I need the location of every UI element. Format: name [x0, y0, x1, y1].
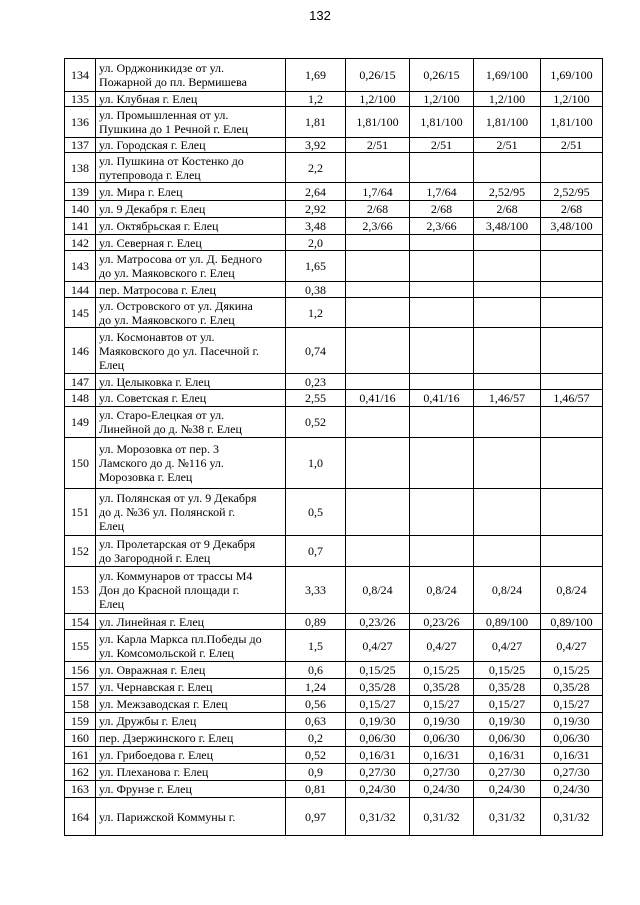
- row-number: 153: [65, 567, 96, 614]
- length-km: 0,52: [286, 747, 346, 764]
- street-name: пер. Дзержинского г. Елец: [99, 731, 234, 745]
- value-cell-1: [346, 298, 410, 328]
- table-row: [65, 536, 603, 567]
- length-km: 1,69: [286, 59, 346, 92]
- table-row: [65, 798, 603, 836]
- value-cell-3: [474, 328, 541, 374]
- value-cell-3: 0,8/24: [474, 567, 541, 614]
- street-name-cell: [96, 251, 286, 282]
- street-name: пер. Матросова г. Елец: [99, 282, 216, 297]
- street-name-cell: [96, 567, 286, 614]
- street-name: ул. 9 Декабря г. Елец: [99, 202, 206, 216]
- value-cell-3: 1,81/100: [474, 107, 541, 138]
- length-km: 0,23: [286, 374, 346, 390]
- length-km: 3,33: [286, 567, 346, 614]
- value-cell-2: 0,35/28: [410, 679, 474, 696]
- row-number: 149: [65, 407, 96, 438]
- row-number: 152: [65, 536, 96, 567]
- length-km: 2,0: [286, 235, 346, 251]
- length-km: 0,52: [286, 407, 346, 438]
- value-cell-1: [346, 235, 410, 251]
- length-km: 1,24: [286, 679, 346, 696]
- value-cell-2: 2,3/66: [410, 218, 474, 235]
- row-number: 140: [65, 201, 96, 218]
- street-name-cell: [96, 679, 286, 696]
- length-km: 0,6: [286, 662, 346, 679]
- street-name: ул. Грибоедова г. Елец: [99, 748, 214, 762]
- value-cell-2: [410, 536, 474, 567]
- table-row: [65, 298, 603, 328]
- row-number: 141: [65, 218, 96, 235]
- street-name: ул. Овражная г. Елец: [99, 663, 206, 677]
- length-km: 2,2: [286, 153, 346, 183]
- row-number: 136: [65, 107, 96, 138]
- value-cell-2: [410, 438, 474, 489]
- street-name: ул. Парижской Коммуны г.: [99, 809, 236, 824]
- table-row: [65, 201, 603, 218]
- street-name: ул. Северная г. Елец: [99, 235, 202, 250]
- table-row: [65, 614, 603, 630]
- value-cell-3: [474, 536, 541, 567]
- value-cell-4: 1,69/100: [541, 59, 603, 92]
- street-name: ул. Орджоникидзе от ул. Пожарной до пл. Вермишева: [99, 61, 247, 89]
- table-row: [65, 679, 603, 696]
- value-cell-4: [541, 153, 603, 183]
- value-cell-1: 0,15/25: [346, 662, 410, 679]
- value-cell-2: [410, 235, 474, 251]
- street-name: ул. Городская г. Елец: [99, 138, 206, 152]
- value-cell-1: 2,3/66: [346, 218, 410, 235]
- length-km: 1,5: [286, 630, 346, 662]
- value-cell-4: 0,35/28: [541, 679, 603, 696]
- value-cell-2: 1,81/100: [410, 107, 474, 138]
- street-name-cell: [96, 630, 286, 662]
- table-row: [65, 92, 603, 107]
- value-cell-1: 0,16/31: [346, 747, 410, 764]
- length-km: 0,38: [286, 282, 346, 298]
- street-name-cell: [96, 183, 286, 201]
- value-cell-2: 2/51: [410, 138, 474, 153]
- street-name-cell: [96, 201, 286, 218]
- value-cell-4: 0,4/27: [541, 630, 603, 662]
- street-name: ул. Межзаводская г. Елец: [99, 697, 228, 711]
- length-km: 1,65: [286, 251, 346, 282]
- street-name: ул. Пушкина от Костенко до путепровода г. Елец: [99, 153, 244, 182]
- street-name: ул. Матросова от ул. Д. Бедного до ул. Маяковского г. Елец: [99, 252, 262, 280]
- row-number: 150: [65, 438, 96, 489]
- length-km: 0,89: [286, 614, 346, 630]
- length-km: 2,64: [286, 183, 346, 201]
- street-name-cell: [96, 59, 286, 92]
- table-row: [65, 489, 603, 536]
- length-km: 0,9: [286, 764, 346, 781]
- row-number: 144: [65, 282, 96, 298]
- value-cell-4: [541, 251, 603, 282]
- value-cell-4: 0,8/24: [541, 567, 603, 614]
- street-name: ул. Коммунаров от трассы М4 Дон до Красной площади г. Елец: [99, 569, 253, 611]
- value-cell-3: [474, 282, 541, 298]
- value-cell-4: 1,46/57: [541, 390, 603, 407]
- value-cell-1: [346, 438, 410, 489]
- value-cell-1: 0,26/15: [346, 59, 410, 92]
- value-cell-2: 0,31/32: [410, 798, 474, 836]
- street-name: ул. Космонавтов от ул. Маяковского до ул. Пасечной г. Елец: [99, 329, 260, 372]
- value-cell-3: 0,15/25: [474, 662, 541, 679]
- value-cell-1: 0,24/30: [346, 781, 410, 798]
- table-row: [65, 662, 603, 679]
- value-cell-3: [474, 251, 541, 282]
- table-row: [65, 438, 603, 489]
- table-row: [65, 747, 603, 764]
- value-cell-3: [474, 407, 541, 438]
- value-cell-4: 0,06/30: [541, 730, 603, 747]
- table-row: [65, 764, 603, 781]
- length-km: 0,5: [286, 489, 346, 536]
- street-name-cell: [96, 390, 286, 407]
- row-number: 156: [65, 662, 96, 679]
- value-cell-4: [541, 282, 603, 298]
- value-cell-2: 2/68: [410, 201, 474, 218]
- value-cell-1: 2/51: [346, 138, 410, 153]
- value-cell-1: 0,35/28: [346, 679, 410, 696]
- length-km: 2,55: [286, 390, 346, 407]
- value-cell-4: 1,81/100: [541, 107, 603, 138]
- table-row: [65, 235, 603, 251]
- row-number: 159: [65, 713, 96, 730]
- value-cell-4: 2/51: [541, 138, 603, 153]
- page-number: 132: [309, 8, 331, 23]
- street-name: ул. Плеханова г. Елец: [99, 765, 209, 779]
- value-cell-2: 0,06/30: [410, 730, 474, 747]
- value-cell-3: [474, 489, 541, 536]
- length-km: 1,2: [286, 92, 346, 107]
- value-cell-3: 0,4/27: [474, 630, 541, 662]
- row-number: 164: [65, 798, 96, 836]
- row-number: 145: [65, 298, 96, 328]
- value-cell-1: [346, 374, 410, 390]
- value-cell-2: 0,16/31: [410, 747, 474, 764]
- value-cell-4: 0,15/27: [541, 696, 603, 713]
- street-name: ул. Клубная г. Елец: [99, 92, 198, 106]
- value-cell-1: [346, 153, 410, 183]
- street-name-cell: [96, 662, 286, 679]
- value-cell-1: 1,2/100: [346, 92, 410, 107]
- street-name: ул. Морозовка от пер. 3 Ламского до д. №116 ул. Морозовка г. Елец: [99, 442, 224, 484]
- value-cell-2: 0,24/30: [410, 781, 474, 798]
- length-km: 3,92: [286, 138, 346, 153]
- length-km: 0,56: [286, 696, 346, 713]
- value-cell-3: 3,48/100: [474, 218, 541, 235]
- value-cell-4: 0,15/25: [541, 662, 603, 679]
- value-cell-3: 0,31/32: [474, 798, 541, 836]
- length-km: 0,81: [286, 781, 346, 798]
- length-km: 1,81: [286, 107, 346, 138]
- street-name-cell: [96, 713, 286, 730]
- value-cell-2: [410, 407, 474, 438]
- table-row: [65, 328, 603, 374]
- length-km: 0,74: [286, 328, 346, 374]
- street-name: ул. Октябрьская г. Елец: [99, 219, 219, 233]
- row-number: 139: [65, 183, 96, 201]
- value-cell-4: 0,19/30: [541, 713, 603, 730]
- value-cell-3: 1,46/57: [474, 390, 541, 407]
- row-number: 151: [65, 489, 96, 536]
- table-row: [65, 138, 603, 153]
- table-row: [65, 183, 603, 201]
- value-cell-1: [346, 407, 410, 438]
- street-name-cell: [96, 107, 286, 138]
- value-cell-3: [474, 298, 541, 328]
- value-cell-3: 0,27/30: [474, 764, 541, 781]
- street-name-cell: [96, 282, 286, 298]
- table-row: [65, 59, 603, 92]
- value-cell-3: 1,69/100: [474, 59, 541, 92]
- street-name: ул. Карла Маркса пл.Победы до ул. Комсомольской г. Елец: [99, 631, 262, 660]
- street-name-cell: [96, 92, 286, 107]
- value-cell-1: 0,8/24: [346, 567, 410, 614]
- row-number: 163: [65, 781, 96, 798]
- value-cell-4: 3,48/100: [541, 218, 603, 235]
- value-cell-3: 0,19/30: [474, 713, 541, 730]
- street-name: ул. Мира г. Елец: [99, 184, 183, 199]
- value-cell-1: [346, 251, 410, 282]
- street-name-cell: [96, 536, 286, 567]
- table-row: [65, 282, 603, 298]
- value-cell-1: 0,19/30: [346, 713, 410, 730]
- street-name-cell: [96, 407, 286, 438]
- value-cell-3: [474, 438, 541, 489]
- value-cell-4: 0,89/100: [541, 614, 603, 630]
- value-cell-4: [541, 438, 603, 489]
- value-cell-3: 2/51: [474, 138, 541, 153]
- length-km: 2,92: [286, 201, 346, 218]
- length-km: 0,2: [286, 730, 346, 747]
- street-name: ул. Советская г. Елец: [99, 391, 207, 405]
- value-cell-1: 0,4/27: [346, 630, 410, 662]
- row-number: 148: [65, 390, 96, 407]
- table-body: [65, 59, 603, 836]
- value-cell-1: 0,41/16: [346, 390, 410, 407]
- value-cell-4: [541, 536, 603, 567]
- street-name-cell: [96, 438, 286, 489]
- roads-table: [64, 58, 603, 836]
- value-cell-1: 0,15/27: [346, 696, 410, 713]
- row-number: 157: [65, 679, 96, 696]
- value-cell-2: 0,15/27: [410, 696, 474, 713]
- value-cell-1: [346, 489, 410, 536]
- value-cell-4: [541, 374, 603, 390]
- value-cell-4: [541, 328, 603, 374]
- value-cell-2: [410, 328, 474, 374]
- table-row: [65, 567, 603, 614]
- value-cell-2: [410, 251, 474, 282]
- value-cell-4: [541, 489, 603, 536]
- value-cell-1: 0,23/26: [346, 614, 410, 630]
- street-name-cell: [96, 764, 286, 781]
- street-name-cell: [96, 730, 286, 747]
- row-number: 155: [65, 630, 96, 662]
- street-name: ул. Полянская от ул. 9 Декабря до д. №36 ул. Полянской г. Елец: [99, 491, 257, 533]
- row-number: 146: [65, 328, 96, 374]
- row-number: 147: [65, 374, 96, 390]
- street-name-cell: [96, 298, 286, 328]
- value-cell-2: [410, 489, 474, 536]
- table-row: [65, 781, 603, 798]
- value-cell-3: 2/68: [474, 201, 541, 218]
- street-name: ул. Чернавская г. Елец: [99, 680, 213, 694]
- value-cell-1: 0,06/30: [346, 730, 410, 747]
- value-cell-1: 1,81/100: [346, 107, 410, 138]
- length-km: 1,0: [286, 438, 346, 489]
- value-cell-1: 0,31/32: [346, 798, 410, 836]
- length-km: 3,48: [286, 218, 346, 235]
- value-cell-1: [346, 282, 410, 298]
- value-cell-2: 0,41/16: [410, 390, 474, 407]
- row-number: 142: [65, 235, 96, 251]
- street-name-cell: [96, 374, 286, 390]
- table-row: [65, 696, 603, 713]
- value-cell-2: [410, 298, 474, 328]
- value-cell-3: [474, 374, 541, 390]
- value-cell-2: 0,4/27: [410, 630, 474, 662]
- value-cell-4: 0,31/32: [541, 798, 603, 836]
- value-cell-3: 0,06/30: [474, 730, 541, 747]
- value-cell-2: [410, 374, 474, 390]
- row-number: 161: [65, 747, 96, 764]
- value-cell-2: 0,27/30: [410, 764, 474, 781]
- value-cell-1: 0,27/30: [346, 764, 410, 781]
- value-cell-4: [541, 407, 603, 438]
- value-cell-3: [474, 153, 541, 183]
- street-name-cell: [96, 153, 286, 183]
- value-cell-2: 0,23/26: [410, 614, 474, 630]
- value-cell-2: 0,26/15: [410, 59, 474, 92]
- street-name: ул. Островского от ул. Дякина до ул. Маяковского г. Елец: [99, 298, 253, 327]
- value-cell-3: 2,52/95: [474, 183, 541, 201]
- street-name-cell: [96, 489, 286, 536]
- value-cell-3: 0,15/27: [474, 696, 541, 713]
- table-row: [65, 730, 603, 747]
- value-cell-2: 0,15/25: [410, 662, 474, 679]
- length-km: 0,63: [286, 713, 346, 730]
- value-cell-1: [346, 536, 410, 567]
- table-row: [65, 107, 603, 138]
- value-cell-4: 0,16/31: [541, 747, 603, 764]
- street-name-cell: [96, 614, 286, 630]
- value-cell-4: 1,2/100: [541, 92, 603, 107]
- street-name-cell: [96, 328, 286, 374]
- value-cell-4: 2,52/95: [541, 183, 603, 201]
- value-cell-1: [346, 328, 410, 374]
- value-cell-2: 0,19/30: [410, 713, 474, 730]
- value-cell-2: 1,7/64: [410, 183, 474, 201]
- value-cell-3: 0,89/100: [474, 614, 541, 630]
- street-name-cell: [96, 747, 286, 764]
- street-name: ул. Пролетарская от 9 Декабря до Загородной г. Елец: [99, 537, 256, 565]
- value-cell-3: 0,24/30: [474, 781, 541, 798]
- value-cell-3: 0,16/31: [474, 747, 541, 764]
- row-number: 143: [65, 251, 96, 282]
- street-name: ул. Фрунзе г. Елец: [99, 782, 192, 796]
- value-cell-1: 1,7/64: [346, 183, 410, 201]
- table-row: [65, 713, 603, 730]
- table-row: [65, 218, 603, 235]
- row-number: 158: [65, 696, 96, 713]
- street-name: ул. Линейная г. Елец: [99, 614, 205, 629]
- value-cell-4: [541, 235, 603, 251]
- value-cell-2: [410, 153, 474, 183]
- length-km: 1,2: [286, 298, 346, 328]
- street-name-cell: [96, 235, 286, 251]
- table-row: [65, 390, 603, 407]
- table-row: [65, 251, 603, 282]
- value-cell-2: 0,8/24: [410, 567, 474, 614]
- value-cell-2: [410, 282, 474, 298]
- value-cell-4: 0,24/30: [541, 781, 603, 798]
- length-km: 0,97: [286, 798, 346, 836]
- row-number: 134: [65, 59, 96, 92]
- street-name-cell: [96, 218, 286, 235]
- street-name-cell: [96, 138, 286, 153]
- value-cell-3: 1,2/100: [474, 92, 541, 107]
- length-km: 0,7: [286, 536, 346, 567]
- row-number: 162: [65, 764, 96, 781]
- street-name: ул. Дружбы г. Елец: [99, 714, 197, 728]
- table-row: [65, 153, 603, 183]
- row-number: 154: [65, 614, 96, 630]
- street-name: ул. Промышленная от ул. Пушкина до 1 Речной г. Елец: [99, 108, 249, 136]
- street-name-cell: [96, 798, 286, 836]
- value-cell-1: 2/68: [346, 201, 410, 218]
- value-cell-4: 0,27/30: [541, 764, 603, 781]
- street-name: ул. Старо-Елецкая от ул. Линейной до д. №38 г. Елец: [99, 408, 242, 436]
- value-cell-4: 2/68: [541, 201, 603, 218]
- value-cell-2: 1,2/100: [410, 92, 474, 107]
- table-row: [65, 374, 603, 390]
- street-name-cell: [96, 696, 286, 713]
- value-cell-4: [541, 298, 603, 328]
- row-number: 160: [65, 730, 96, 747]
- row-number: 138: [65, 153, 96, 183]
- table-row: [65, 630, 603, 662]
- value-cell-3: [474, 235, 541, 251]
- street-name-cell: [96, 781, 286, 798]
- row-number: 135: [65, 92, 96, 107]
- street-name: ул. Целыковка г. Елец: [99, 374, 210, 389]
- row-number: 137: [65, 138, 96, 153]
- table-row: [65, 407, 603, 438]
- value-cell-3: 0,35/28: [474, 679, 541, 696]
